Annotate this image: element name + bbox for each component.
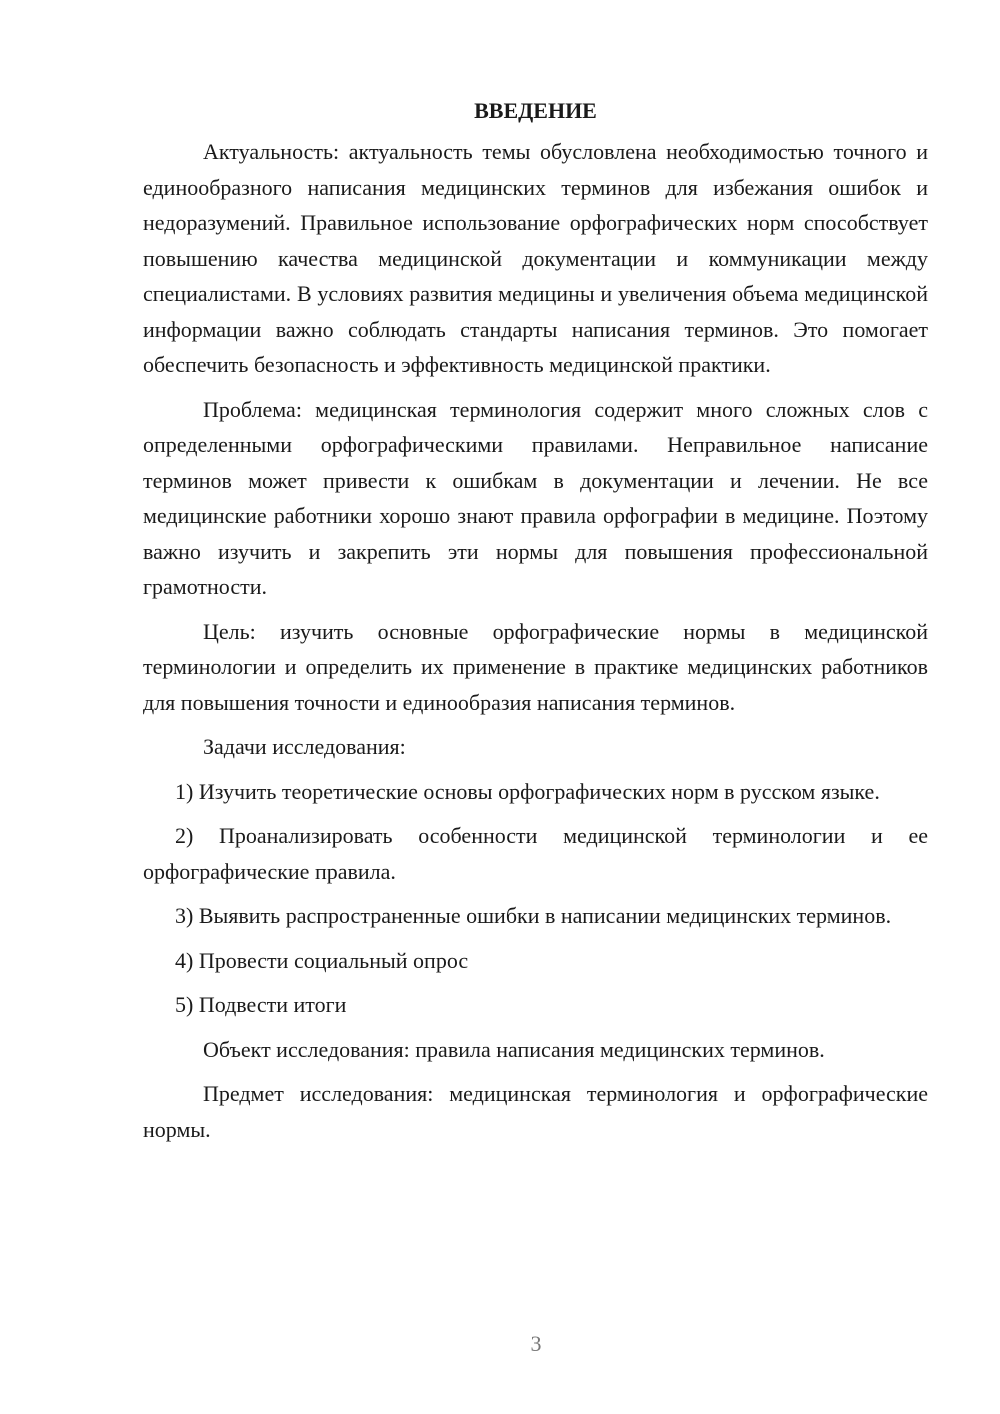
document-page	[143, 93, 928, 1156]
research-object: Объект исследования: правила написания медицинских терминов.	[203, 1036, 825, 1062]
section-title: ВВЕДЕНИЕ	[474, 98, 597, 123]
task-item-1: 1) Изучить теоретические основы орфографических норм в русском языке.	[175, 778, 880, 804]
task-item-5: 5) Подвести итоги	[175, 992, 347, 1017]
task-item-3: 3) Выявить распространенные ошибки в написании медицинских терминов.	[175, 903, 892, 928]
task-item-4: 4) Провести социальный опрос	[175, 947, 469, 973]
problem-paragraph: Проблема: медицинская терминология содержит много сложных слов с определенными орфографическими правилами. Неправильное написание терминов может привести к ошибкам в документации и лечении. Не все медицинские работники хорошо знают правила орфографии в медицине. Поэтому важно изучить и закрепить эти нормы для повышения профессиональной грамотности.	[143, 396, 928, 599]
page-number: 3	[530, 1331, 542, 1356]
relevance-paragraph: Актуальность: актуальность темы обусловлена необходимостью точного и единообразного написания медицинских терминов для избежания ошибок и недоразумений. Правильное использование орфографических норм способствует повышению качества медицинской документации и коммуникации между специалистами. В условиях развития медицины и увеличения объема медицинской информации важно соблюдать стандарты написания терминов. Это помогает обеспечить безопасность и эффективность медицинской практики.	[143, 139, 928, 377]
research-subject: Предмет исследования: медицинская терминология и орфографические нормы.	[143, 1081, 928, 1142]
task-item-2: 2) Проанализировать особенности медицинской терминологии и ее орфографические правила.	[143, 823, 928, 884]
goal-paragraph: Цель: изучить основные орфографические нормы в медицинской терминологии и определить их применение в практике медицинских работников для повышения точности и единообразия написания терминов.	[143, 618, 928, 715]
tasks-heading: Задачи исследования:	[203, 734, 406, 759]
